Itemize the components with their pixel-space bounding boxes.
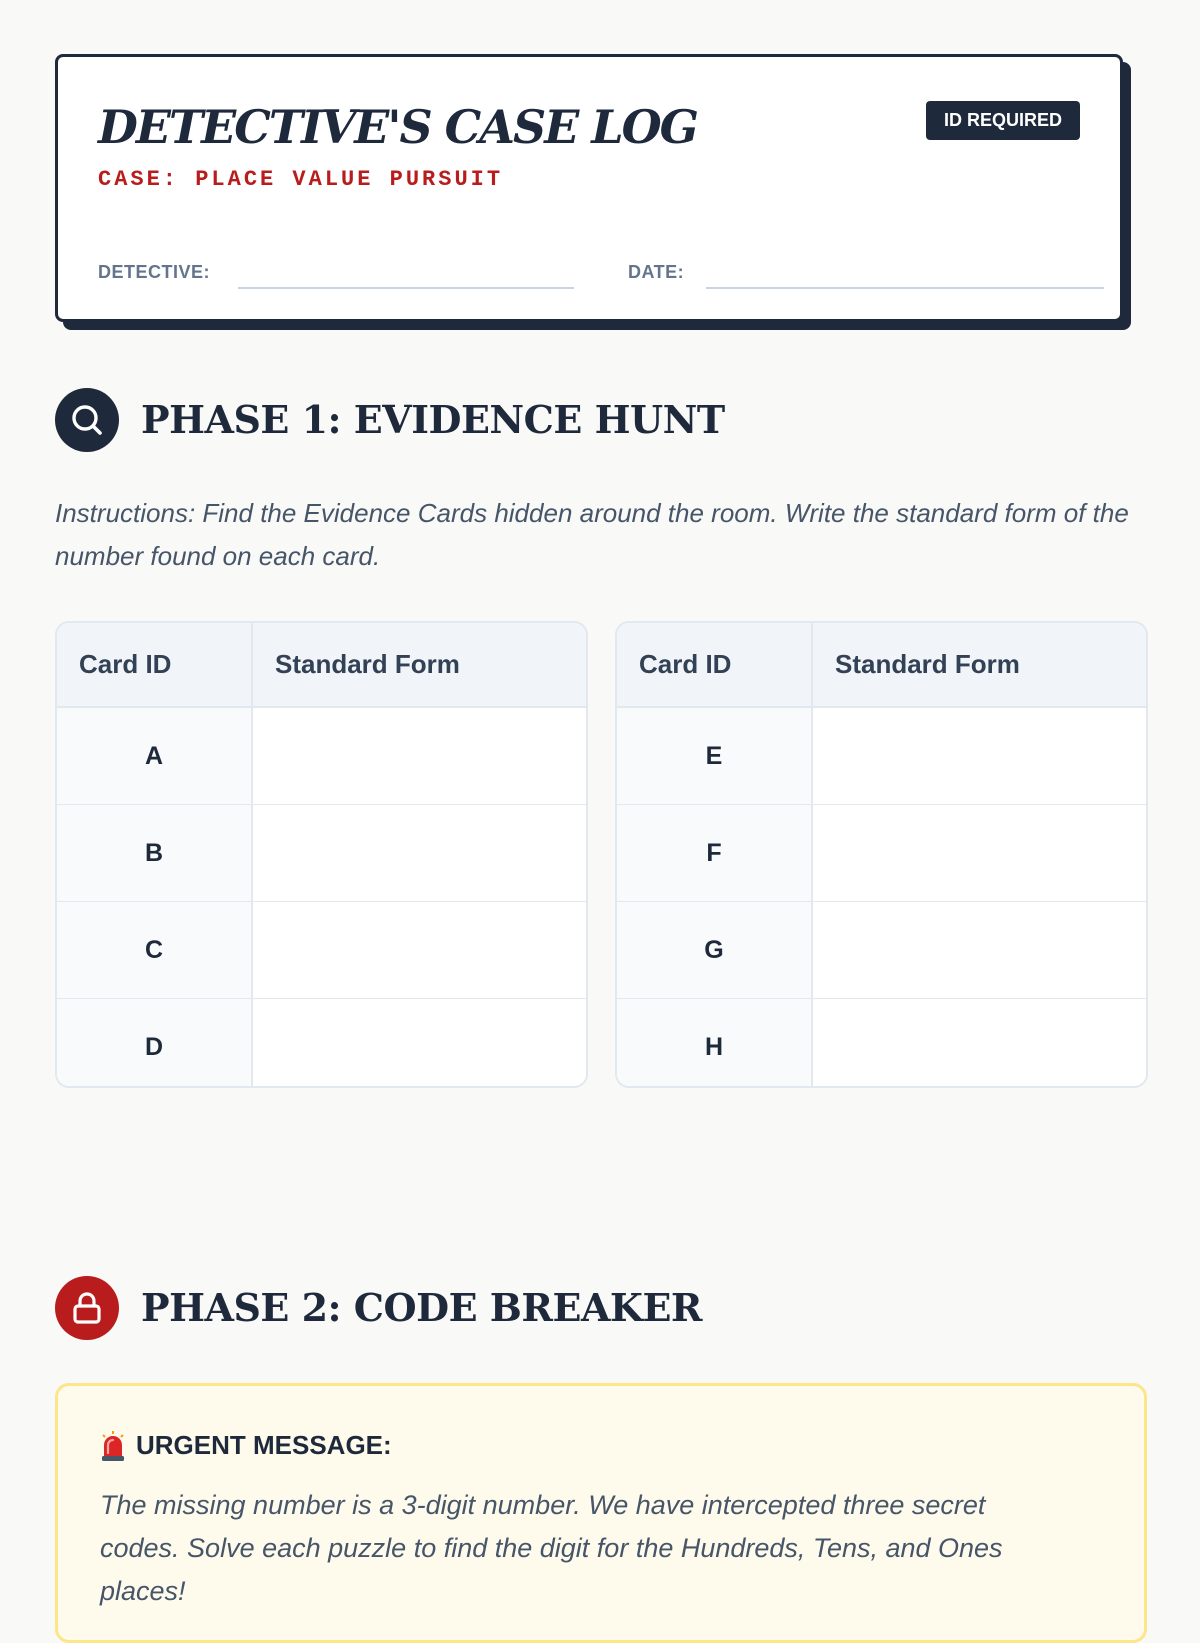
detective-label: DETECTIVE: <box>98 262 211 282</box>
date-label: DATE: <box>628 262 685 282</box>
case-log-card <box>55 54 1123 322</box>
evidence-table-right <box>615 621 1148 1088</box>
urgent-message-box <box>55 1383 1147 1643</box>
search-icon <box>55 388 119 452</box>
standard-form-input[interactable] <box>252 999 586 1089</box>
table-row <box>617 902 1146 999</box>
page-title: DETECTIVE'S CASE LOG <box>98 100 697 154</box>
table-row <box>57 805 586 902</box>
standard-form-input[interactable] <box>252 805 586 902</box>
urgent-message-heading <box>100 1430 392 1461</box>
siren-icon <box>100 1431 126 1461</box>
column-header-standard-form: Standard Form <box>812 623 1146 707</box>
card-id-cell: H <box>617 999 812 1089</box>
card-id-cell: C <box>57 902 252 999</box>
detective-field[interactable] <box>238 287 574 289</box>
card-id-cell: E <box>617 707 812 805</box>
card-id-cell: B <box>57 805 252 902</box>
standard-form-input[interactable] <box>812 707 1146 805</box>
phase-1-title: PHASE 1: EVIDENCE HUNT <box>141 397 725 442</box>
phase-1-instructions: Instructions: Find the Evidence Cards hidden around the room. Write the standard form of the number found on each card. <box>55 498 1129 571</box>
card-id-cell: G <box>617 902 812 999</box>
evidence-table-left <box>55 621 588 1088</box>
urgent-message-title: URGENT MESSAGE: <box>136 1430 392 1460</box>
table-row <box>617 805 1146 902</box>
id-required-badge: ID REQUIRED <box>926 101 1080 140</box>
card-id-cell: A <box>57 707 252 805</box>
lock-icon <box>55 1276 119 1340</box>
phase-2-title: PHASE 2: CODE BREAKER <box>141 1285 703 1330</box>
case-subtitle: CASE: PLACE VALUE PURSUIT <box>98 167 504 192</box>
column-header-card-id: Card ID <box>57 623 252 707</box>
table-row <box>57 902 586 999</box>
standard-form-input[interactable] <box>812 902 1146 999</box>
table-row <box>57 707 586 805</box>
card-id-cell: D <box>57 999 252 1089</box>
standard-form-input[interactable] <box>812 805 1146 902</box>
standard-form-input[interactable] <box>252 707 586 805</box>
standard-form-input[interactable] <box>812 999 1146 1089</box>
column-header-standard-form: Standard Form <box>252 623 586 707</box>
column-header-card-id: Card ID <box>617 623 812 707</box>
urgent-message-text: The missing number is a 3-digit number. We have intercepted three secret codes. Solve each puzzle to find the digit for the Hundreds, Tens, and Ones places! <box>100 1490 1003 1606</box>
card-id-cell: F <box>617 805 812 902</box>
table-row <box>57 999 586 1089</box>
table-row <box>617 707 1146 805</box>
date-field[interactable] <box>706 287 1104 289</box>
standard-form-input[interactable] <box>252 902 586 999</box>
table-row <box>617 999 1146 1089</box>
